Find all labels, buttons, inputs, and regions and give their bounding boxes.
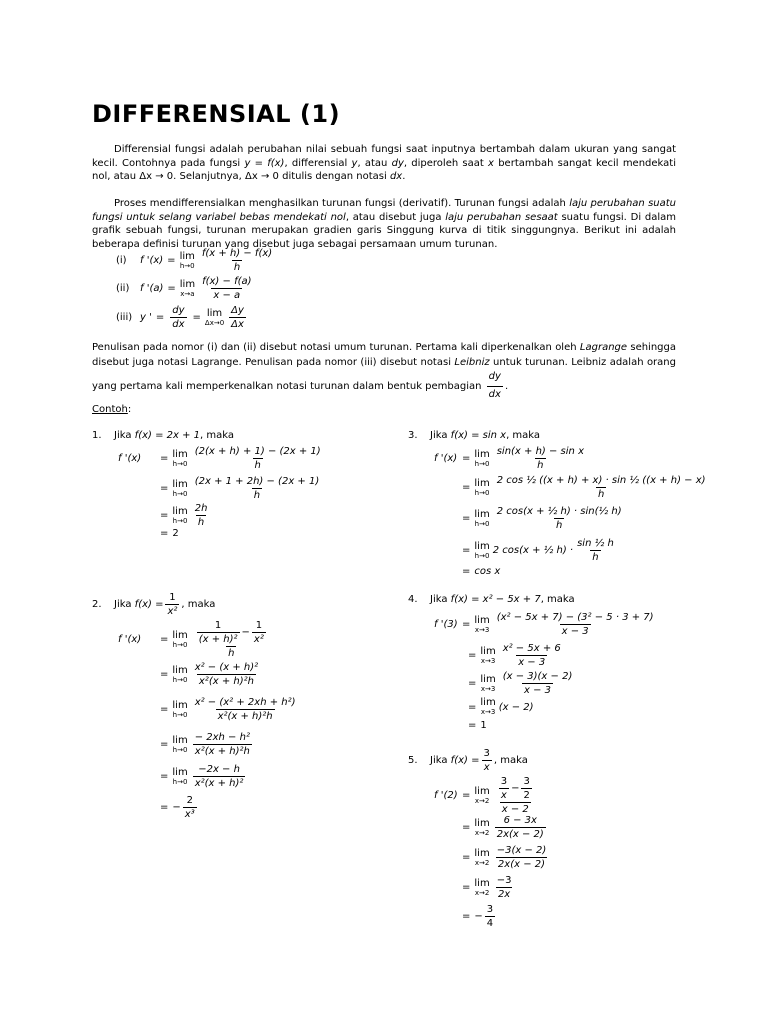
- intro-text: bertambah sangat kecil mendekati nol, atau: [92, 157, 676, 183]
- equals-sign: =: [160, 704, 169, 715]
- page-title: DIFFERENSIAL (1): [92, 100, 341, 128]
- intro-text: ditulis dengan notasi: [282, 171, 387, 183]
- equals-sign: =: [192, 312, 201, 323]
- function-def: f(x) = 2x + 1: [134, 430, 201, 441]
- equals-sign: =: [160, 528, 169, 539]
- limit: lim Δx→0: [204, 307, 225, 327]
- fraction: $\frac{dy}{dx}$: [487, 370, 503, 402]
- fraction: $\frac{\text{x² − 5x + 6}}{x - 3}$: [502, 643, 561, 668]
- intro-text: . Selanjutnya,: [173, 171, 242, 183]
- fraction: $\frac{3}{4}$: [486, 904, 494, 929]
- limit: lim h→0: [172, 699, 188, 719]
- function-def: f(x) =: [134, 599, 164, 610]
- jika-label: Jika: [430, 594, 448, 605]
- equals-sign: =: [462, 513, 471, 524]
- contoh-colon: :: [127, 404, 132, 415]
- expression: (x − 2): [498, 701, 534, 713]
- example-2-header: [92, 592, 215, 617]
- example-5-step-3: [458, 845, 550, 870]
- equals-sign: =: [160, 510, 169, 521]
- example-4-step-3: [464, 671, 576, 696]
- example-2-step-4: [156, 732, 254, 757]
- result: 2: [172, 528, 179, 539]
- equals-sign: =: [160, 669, 169, 680]
- notes-text: untuk turunan. Leibniz adalah orang yang pertama kali memperkenalkan notasi turunan dalam bentuk pembagian: [92, 356, 676, 392]
- limit: lim h→0: [474, 448, 490, 468]
- notation-paragraph: [92, 341, 676, 402]
- example-2-step-5: [156, 764, 247, 789]
- example-number: 5.: [408, 755, 418, 766]
- result-sign: −: [474, 911, 483, 922]
- intro-text: Differensial fungsi adalah perubahan nilai sebuah fungsi saat inputnya bertambah dalam ukuran yang sangat kecil. Contohnya pada fungsi: [92, 144, 676, 169]
- function-def: f(x) =: [450, 755, 480, 766]
- example-4-step-4: [464, 698, 534, 716]
- fraction: $\frac{3}{x}$: [483, 748, 490, 773]
- var: y: [351, 157, 358, 169]
- intro-text: suatu fungsi. Di dalam grafik sebuah fungsi, turunan merupakan gradien garis Singgung kurva di titik singgungnya. Berikut ini adalah beberapa definisi turunan yang disebut juga sebagai persamaan umum turunan.: [92, 211, 676, 250]
- jika-label: Jika: [114, 430, 132, 441]
- limit: lim h→0: [474, 540, 490, 560]
- fraction: $\frac{2}{\text{x³}}$: [184, 795, 195, 820]
- example-3-step-1: [434, 446, 588, 471]
- function-def: f(x) = x² − 5x + 7: [450, 594, 541, 605]
- fraction: $\frac{\text{sin(x + h) − sin x}}{h}$: [496, 446, 584, 471]
- compound-fraction: $\frac{1}{\text{(x + h)²}}$ − $\frac{1}{\text{x²}}$ h: [198, 620, 264, 659]
- limit: lim x→3: [480, 645, 496, 665]
- example-1-header: [92, 430, 234, 441]
- equals-sign: =: [462, 790, 471, 801]
- fraction: $\frac{\text{− 2xh − h²}}{\text{x²(x + h)²h}}$: [194, 732, 250, 757]
- limit: lim x→a: [179, 278, 196, 298]
- intro-paragraph-1: [92, 143, 676, 184]
- example-number: 2.: [92, 599, 102, 610]
- contoh-heading: [92, 404, 131, 415]
- formula: Δx → 0: [139, 171, 174, 183]
- fraction: $\frac{1}{\text{x²}}$: [167, 592, 178, 617]
- var: dx: [389, 171, 403, 183]
- limit: lim x→2: [474, 847, 490, 867]
- limit: lim h→0: [172, 734, 188, 754]
- example-1-step-2: [156, 476, 323, 501]
- fraction: $\frac{(2x + 1 + 2h) - (2x + 1)}{h}$: [194, 476, 320, 501]
- intro-text: , atau disebut juga: [345, 211, 442, 223]
- limit: lim h→0: [172, 505, 188, 525]
- maka-label: , maka: [200, 430, 235, 441]
- example-3-step-2: [458, 475, 710, 500]
- formula: y = f(x): [244, 157, 285, 169]
- result: cos x: [474, 566, 501, 577]
- definition-1: [116, 248, 276, 273]
- fraction: $\frac{\text{sin ½ h}}{h}$: [577, 538, 614, 563]
- equals-sign: =: [160, 483, 169, 494]
- limit: lim x→3: [480, 697, 496, 716]
- fraction: $\frac{\text{x² − (x + h)²}}{\text{x²(x + h)²h}}$: [194, 662, 259, 687]
- fraction: $\frac{-3}{2x}$: [496, 875, 512, 900]
- equals-sign: =: [462, 453, 471, 464]
- equals-sign: =: [462, 882, 471, 893]
- intro-text: .: [402, 171, 406, 183]
- example-5-step-2: [458, 815, 548, 840]
- example-3-header: [408, 430, 540, 441]
- example-4-step-2: [464, 643, 565, 668]
- fraction: $\frac{f(x) - f(a)}{x - a}$: [202, 276, 252, 301]
- fraction: $\frac{-3(x - 2)}{2x(x - 2)}$: [496, 845, 547, 870]
- example-number: 3.: [408, 430, 418, 441]
- def-lhs: y ': [140, 312, 152, 323]
- maka-label: , maka: [181, 599, 216, 610]
- intro-paragraph-2: [92, 197, 676, 251]
- equals-sign: =: [462, 482, 471, 493]
- example-3-step-3: [458, 506, 626, 531]
- fraction: $\frac{(2(x + h) + 1) - (2x + 1)}{h}$: [194, 446, 321, 471]
- def-lhs: f '(x): [140, 255, 164, 266]
- example-5-step-4: [458, 875, 515, 900]
- result-sign: −: [172, 802, 181, 813]
- compound-fraction: $\frac{3}{x}$ − $\frac{3}{2}$ x − 2: [500, 776, 530, 815]
- contoh-label: Contoh: [92, 404, 128, 415]
- limit: lim h→0: [179, 250, 195, 270]
- emphasis: laju perubahan sesaat: [445, 211, 558, 223]
- fraction: $\frac{(x - 3)(x - 2)}{x - 3}$: [502, 671, 573, 696]
- limit: lim h→0: [172, 664, 188, 684]
- notes-text: Penulisan pada nomor (i) dan (ii) disebut notasi umum turunan. Pertama kali diperkenalkan oleh: [92, 342, 577, 353]
- def-lhs: f '(a): [140, 283, 164, 294]
- fraction: $\frac{2h}{h}$: [194, 503, 208, 528]
- limit: lim x→3: [480, 673, 496, 693]
- emphasis: laju perubahan suatu fungsi untuk selang variabel bebas mendekati nol: [92, 198, 677, 223]
- equals-sign: =: [160, 453, 169, 464]
- derivative-lhs: f '(x): [118, 634, 142, 645]
- example-2-step-2: [156, 662, 262, 687]
- emphasis: Lagrange: [579, 342, 628, 353]
- example-5-result: [458, 904, 497, 929]
- limit: lim h→0: [172, 448, 188, 468]
- example-1-step-1: [118, 446, 325, 471]
- maka-label: , maka: [493, 755, 528, 766]
- fraction: $\frac{dy}{dx}$: [172, 305, 185, 330]
- def-label: (ii): [116, 283, 130, 294]
- equals-sign: =: [462, 852, 471, 863]
- derivative-lhs: f '(2): [434, 790, 458, 801]
- equals-sign: =: [468, 650, 477, 661]
- intro-text: Proses mendifferensialkan menghasilkan turunan fungsi (derivatif). Turunan fungsi adalah: [114, 198, 566, 209]
- equals-sign: =: [462, 619, 471, 630]
- example-4-step-1: [434, 612, 658, 637]
- fraction: $\frac{-2x - h}{\text{x²(x + h)²}}$: [194, 764, 244, 789]
- fraction: $\frac{f(x + h) - f(x)}{h}$: [201, 248, 273, 273]
- notes-text: .: [504, 381, 509, 392]
- example-4-result: [464, 720, 487, 731]
- example-5-header: [408, 748, 528, 773]
- example-number: 4.: [408, 594, 418, 605]
- intro-text: , diperoleh saat: [403, 157, 484, 169]
- equals-sign: =: [155, 312, 165, 323]
- limit: lim h→0: [172, 629, 188, 649]
- example-3-result: [458, 566, 500, 577]
- maka-label: , maka: [506, 430, 541, 441]
- equals-sign: =: [462, 911, 471, 922]
- example-2-step-1: [118, 620, 272, 659]
- example-number: 1.: [92, 430, 102, 441]
- equals-sign: =: [462, 566, 471, 577]
- formula: Δx → 0: [245, 171, 279, 183]
- limit: lim h→0: [474, 477, 490, 497]
- fraction: $\frac{\text{x² − (x² + 2xh + h²)}}{\text{x²(x + h)²h}}$: [194, 697, 296, 722]
- var: x: [488, 157, 494, 169]
- fraction: $\frac{6 - 3x}{2x(x - 2)}$: [496, 815, 544, 840]
- fraction: $\frac{\Delta y}{\Delta x}$: [231, 305, 244, 330]
- var: dy: [391, 157, 404, 169]
- intro-text: , atau: [357, 157, 388, 169]
- jika-label: Jika: [430, 755, 448, 766]
- equals-sign: =: [160, 802, 169, 813]
- equals-sign: =: [160, 634, 169, 645]
- derivative-lhs: f '(3): [434, 619, 458, 630]
- limit: lim x→2: [474, 877, 490, 897]
- fraction: $\frac{\text{(x² − 5x + 7) − (3² − 5 · 3 + 7)}}{x - 3}$: [496, 612, 654, 637]
- limit: lim h→0: [172, 478, 188, 498]
- equals-sign: =: [167, 283, 176, 294]
- intro-text: , differensial: [284, 157, 348, 169]
- def-label: (iii): [116, 312, 133, 323]
- result: 1: [480, 720, 487, 731]
- notes-text: sehingga disebut juga notasi Lagrange. Penulisan pada nomor (iii) disebut notasi: [92, 342, 676, 368]
- example-2-result: [156, 795, 199, 820]
- jika-label: Jika: [114, 599, 132, 610]
- limit: lim h→0: [172, 766, 188, 786]
- equals-sign: =: [462, 545, 471, 556]
- equals-sign: =: [468, 678, 477, 689]
- equals-sign: =: [167, 255, 176, 266]
- example-5-step-1: [434, 776, 538, 815]
- equals-sign: =: [468, 720, 477, 731]
- derivative-lhs: f '(x): [118, 453, 142, 464]
- example-1-result: [156, 528, 179, 539]
- equals-sign: =: [468, 701, 477, 713]
- example-4-header: [408, 594, 575, 605]
- example-2-step-3: [156, 697, 300, 722]
- definition-2: [116, 276, 256, 301]
- equals-sign: =: [160, 739, 169, 750]
- fraction: $\frac{\text{2 cos(x + ½ h) · sin(½ h)}}{h}$: [496, 506, 622, 531]
- maka-label: , maka: [540, 594, 575, 605]
- limit: lim h→0: [474, 508, 490, 528]
- jika-label: Jika: [430, 430, 448, 441]
- example-3-step-4: [458, 538, 618, 563]
- limit: lim x→2: [474, 785, 490, 805]
- derivative-lhs: f '(x): [434, 453, 458, 464]
- limit: lim x→3: [474, 614, 490, 634]
- expression: 2 cos(x + ½ h) ·: [492, 545, 574, 556]
- equals-sign: =: [462, 822, 471, 833]
- def-label: (i): [116, 255, 127, 266]
- function-def: f(x) = sin x: [450, 430, 507, 441]
- limit: lim x→2: [474, 817, 490, 837]
- definition-3: [116, 305, 248, 330]
- equals-sign: =: [160, 771, 169, 782]
- example-1-step-3: [156, 503, 211, 528]
- fraction: $\frac{\text{2 cos ½ ((x + h) + x) · sin ½ ((x + h) − x)}}{h}$: [496, 475, 706, 500]
- emphasis: Leibniz: [454, 356, 490, 368]
